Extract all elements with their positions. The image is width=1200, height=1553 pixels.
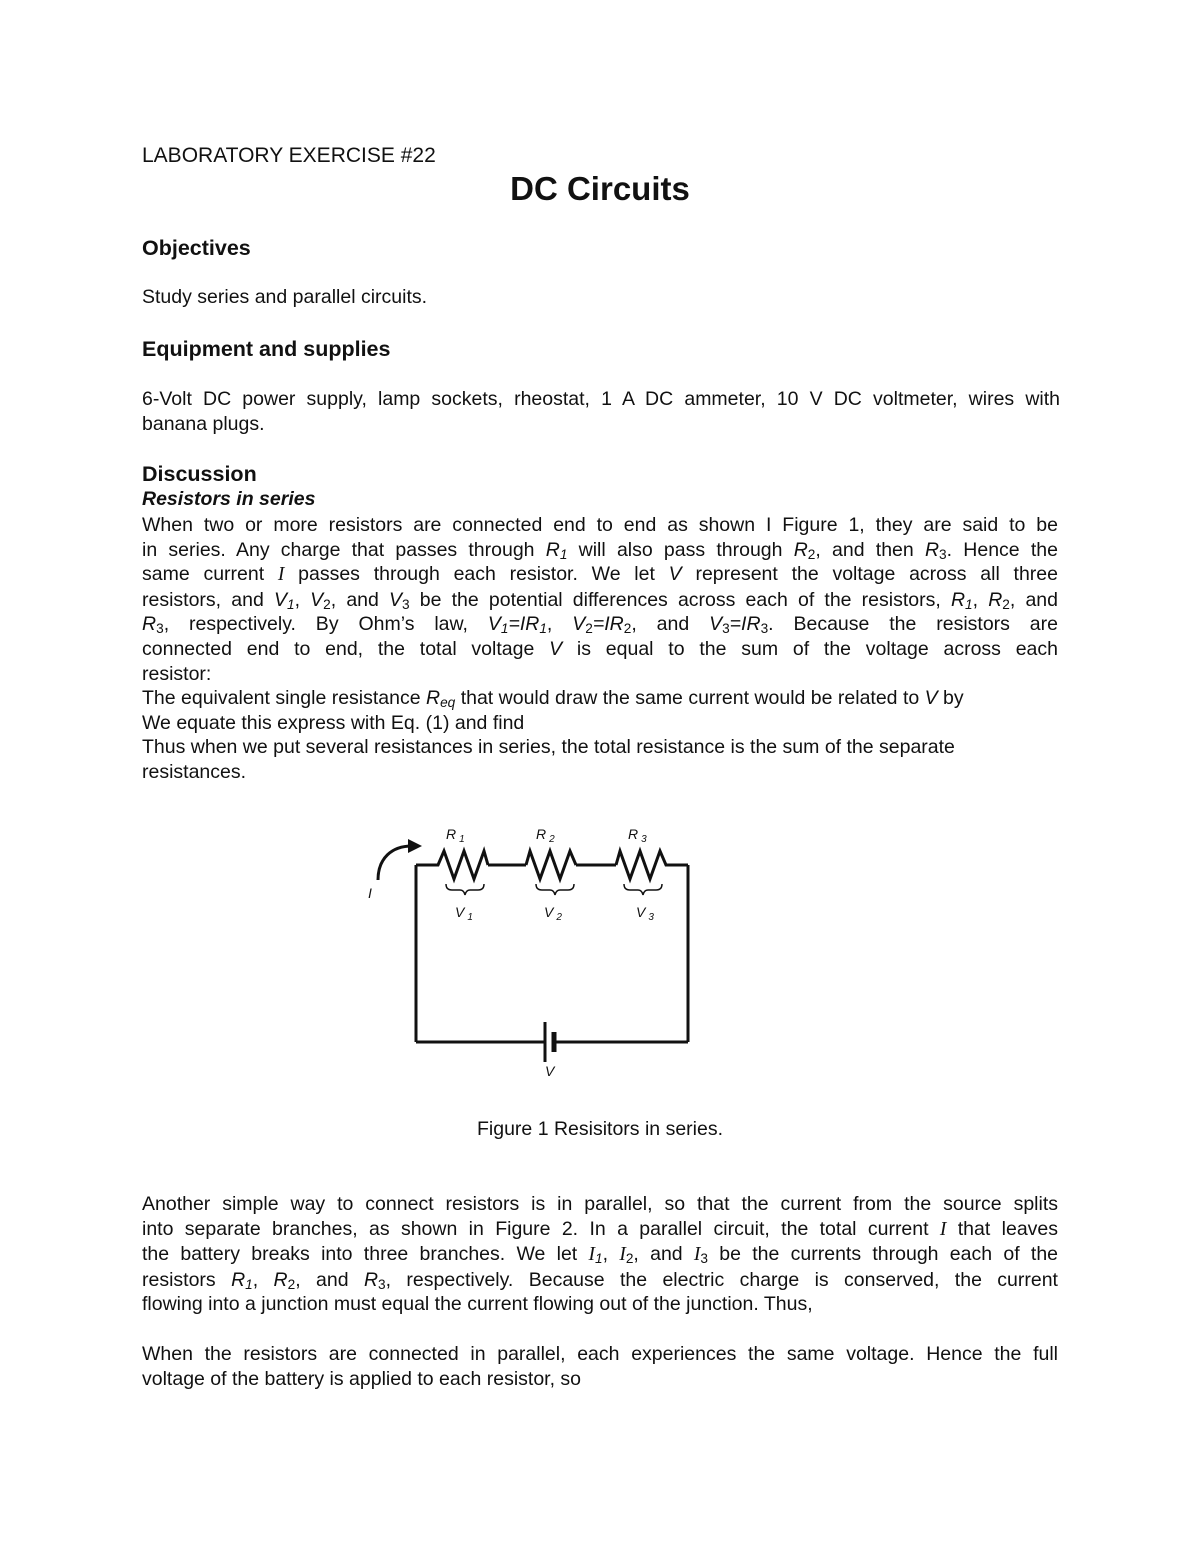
parallel-paragraph bbox=[142, 1192, 1058, 1317]
text-line: When two or more resistors are connected end to end as shown I Figure 1, they are said to be bbox=[142, 514, 1058, 536]
series-circuit-diagram bbox=[340, 810, 720, 1090]
text-line: resistors $R_1$, $R_2$, and $R_3$, respectively. Because the electric charge is conserved, the current bbox=[142, 1268, 1058, 1292]
text-line: The equivalent single resistance $R_{eq}$ that would draw the same current would be related to V by bbox=[142, 687, 964, 711]
text-line: resistors, and $V_1$, $V_2$, and $V_3$ be the potential differences across each of the resistors, $R_1$, $R_2$, and bbox=[142, 588, 1058, 612]
circuit-wires bbox=[416, 851, 688, 1042]
text-line: Thus when we put several resistances in series, the total resistance is the sum of the separate bbox=[142, 736, 955, 759]
brace-v2 bbox=[536, 884, 574, 895]
text-line: in series. Any charge that passes through $R_1$ will also pass through $R_2$, and then $R_3$. Hence the bbox=[142, 538, 1058, 562]
label-r2: R $_2$ bbox=[536, 826, 555, 845]
parallel-paragraph-2 bbox=[142, 1342, 1058, 1391]
label-v2: V $_2$ bbox=[544, 904, 562, 923]
equipment-line: 6-Volt DC power supply, lamp sockets, rheostat, 1 A DC ammeter, 10 V DC voltmeter, wires with bbox=[142, 388, 1060, 410]
text-line: voltage of the battery is applied to each resistor, so bbox=[142, 1367, 582, 1390]
lab-exercise-label: LABORATORY EXERCISE #22 bbox=[142, 144, 436, 167]
text-line: Another simple way to connect resistors is in parallel, so that the current from the source splits bbox=[142, 1193, 1058, 1215]
label-current: I bbox=[368, 885, 372, 901]
brace-v3 bbox=[624, 884, 662, 895]
series-paragraph bbox=[142, 513, 1058, 785]
brace-v1 bbox=[446, 884, 484, 895]
resistor-r1 bbox=[416, 851, 488, 879]
page-title: DC Circuits bbox=[510, 170, 690, 207]
figure1-caption: Figure 1 Resisitors in series. bbox=[477, 1118, 723, 1140]
text-line: connected end to end, the total voltage V is equal to the sum of the voltage across each bbox=[142, 637, 1058, 660]
resistor-r3 bbox=[616, 851, 688, 879]
label-battery: V bbox=[545, 1063, 555, 1079]
current-arrowhead-icon bbox=[408, 839, 422, 853]
series-subheading: Resistors in series bbox=[142, 488, 316, 510]
current-arrow bbox=[378, 846, 412, 880]
equipment-line: banana plugs. bbox=[142, 412, 265, 435]
objectives-text: Study series and parallel circuits. bbox=[142, 286, 428, 308]
voltage-braces bbox=[446, 884, 662, 895]
objectives-heading: Objectives bbox=[142, 236, 251, 260]
text-line: same current I passes through each resistor. We let V represent the voltage across all three bbox=[142, 563, 1058, 586]
text-line: We equate this express with Eq. (1) and find bbox=[142, 711, 525, 734]
label-v3: V $_3$ bbox=[636, 904, 654, 923]
label-r1: R $_1$ bbox=[446, 826, 465, 845]
text-line: the battery breaks into three branches. We let $I_1$, $I_2$, and $I_3$ be the currents through each of the bbox=[142, 1243, 1059, 1267]
text-line: into separate branches, as shown in Figure 2. In a parallel circuit, the total current I that leaves bbox=[142, 1217, 1059, 1240]
equipment-text bbox=[142, 387, 1060, 436]
text-line: When the resistors are connected in parallel, each experiences the same voltage. Hence the full bbox=[142, 1343, 1058, 1365]
label-r3: R $_3$ bbox=[628, 826, 647, 845]
text-line: resistor: bbox=[142, 662, 212, 685]
text-line: resistances. bbox=[142, 760, 247, 783]
label-v1: V $_1$ bbox=[455, 904, 473, 923]
discussion-heading: Discussion bbox=[142, 462, 257, 486]
text-line: flowing into a junction must equal the current flowing out of the junction. Thus, bbox=[142, 1293, 813, 1316]
text-line: $R_3$, respectively. By Ohm’s law, $V_1=IR_1$, $V_2=IR_2$, and $V_3=IR_3$. Because the resistors are bbox=[142, 613, 1058, 637]
resistor-r2 bbox=[526, 851, 576, 879]
equipment-heading: Equipment and supplies bbox=[142, 337, 391, 361]
